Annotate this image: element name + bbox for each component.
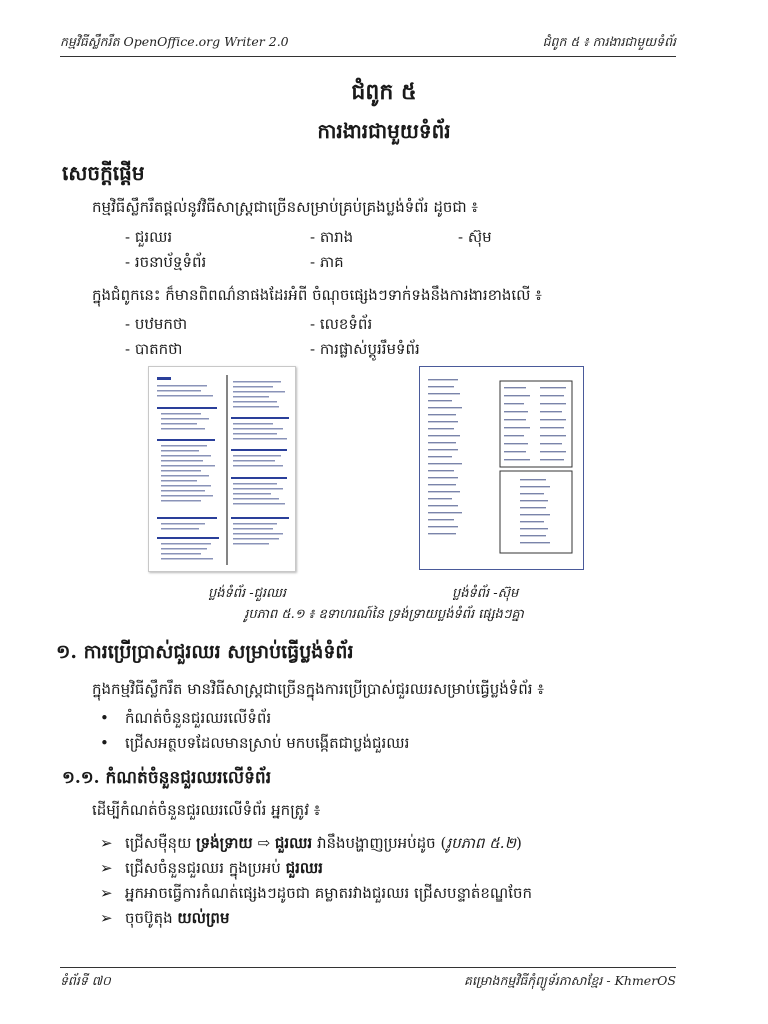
- arrow-bullet-icon: ➢: [100, 909, 113, 927]
- list-item: - បាតកថា: [125, 340, 183, 358]
- step-text: ជ្រើសចំនួនជួរឈរ ក្នុងប្រអប់: [125, 859, 281, 877]
- bullet-icon: •: [100, 734, 109, 752]
- dialog-columns: ជួរឈរ: [285, 859, 323, 877]
- arrow-bullet-icon: ➢: [100, 884, 113, 902]
- frame-layout-thumbnail: [419, 366, 584, 570]
- section-1-paragraph: ក្នុងកម្មវិធីស្លឹករឹត មានវិធីសាស្ត្រជាច្រើនក្នុងការប្រើប្រាស់ជួរឈរសម្រាប់ធ្វើប្លង់ទំព័រ ៖: [92, 680, 544, 698]
- step-3: អ្នកអាចធ្វើការកំណត់ផ្សេងៗដូចជា គម្លាតរវាងជួរឈរ ជ្រើសបន្ទាត់ខណ្ឌចែក: [125, 884, 533, 902]
- header-rule: [60, 56, 676, 57]
- caption-left: ប្លង់ទំព័រ -ជួរឈរ: [208, 586, 287, 601]
- list-item: - ជួរឈរ: [125, 228, 173, 246]
- menu-format: ទ្រង់ទ្រាយ: [196, 834, 253, 852]
- list-item: - លេខទំព័រ: [310, 315, 373, 333]
- arrow-bullet-icon: ➢: [100, 834, 113, 852]
- caption-right: ប្លង់ទំព័រ -ស៊ុម: [452, 586, 519, 601]
- section-1-1-paragraph: ដើម្បីកំណត់ចំនួនជួរឈរលើទំព័រ អ្នកត្រូវ ៖: [92, 801, 321, 819]
- column-layout-illustration: [149, 367, 295, 571]
- step-text: វានឹងបង្ហាញប្រអប់ដូច (: [316, 834, 447, 852]
- list-item: - ការផ្លាស់ប្តូររឹមទំព័រ: [310, 340, 420, 358]
- list-item: ជ្រើសអត្ថបទដែលមានស្រាប់ មកបង្កើតជាប្លង់ជួរឈរ: [125, 734, 410, 752]
- section-1-heading: ១. ការប្រើប្រាស់ជួរឈរ សម្រាប់ធ្វើប្លង់ទំព័រ: [56, 641, 354, 663]
- intro-paragraph-1: កម្មវិធីស្លឹករឹតផ្តល់នូវវិធីសាស្ត្រជាច្រើនសម្រាប់គ្រប់គ្រងប្លង់ទំព័រ ដូចជា ៖: [92, 198, 479, 216]
- list-item: - រចនាប័ទ្មទំព័រ: [125, 253, 207, 271]
- chapter-title: ការងារជាមួយទំព័រ: [317, 119, 451, 143]
- header-left: កម្មវិធីស្លឹករឹត OpenOffice.org Writer 2.0: [60, 34, 289, 49]
- step-text: ): [515, 834, 522, 852]
- list-item: - ស៊ុម: [458, 228, 492, 246]
- header-right: ជំពូក ៥ ៖ ការងារជាមួយទំព័រ: [542, 34, 676, 49]
- ok-button-label: យល់ព្រម: [177, 909, 230, 927]
- menu-columns: ជួរឈរ: [274, 834, 313, 852]
- page-number: ទំព័រទី ៧០: [60, 973, 111, 988]
- arrow-bullet-icon: ➢: [100, 859, 113, 877]
- step-text: ជ្រើសម៉ឺនុយ: [125, 834, 192, 852]
- step-1: [125, 834, 522, 856]
- step-4: [125, 909, 229, 931]
- list-item: - តារាង: [310, 228, 354, 246]
- list-item: កំណត់ចំនួនជួរឈរលើទំព័រ: [125, 709, 272, 727]
- step-text: ចុចប៊ូតុង: [125, 909, 173, 927]
- column-layout-thumbnail: [148, 366, 296, 572]
- arrow-icon: ⇨: [257, 834, 271, 852]
- list-item: - បឋមកថា: [125, 315, 188, 333]
- step-2: [125, 859, 323, 881]
- figure-reference: រូបភាព ៥.២: [446, 834, 516, 852]
- footer-rule: [60, 967, 676, 968]
- section-1-1-heading: ១.១. កំណត់ចំនួនជួរឈរលើទំព័រ: [62, 768, 272, 788]
- chapter-number: ជំពូក ៥: [351, 79, 417, 105]
- frame-layout-illustration: [420, 367, 583, 569]
- intro-heading: សេចក្តីផ្តើម: [62, 161, 145, 185]
- intro-paragraph-2: ក្នុងជំពូកនេះ ក៏មានពិពណ៌នាផងដែរអំពី ចំណុចផ្សេងៗទាក់ទងនឹងការងារខាងលើ ៖: [92, 286, 542, 304]
- footer-right: គម្រោងកម្មវិធីកុំព្យូទ័រភាសាខ្មែរ - KhmerOS: [464, 973, 676, 988]
- bullet-icon: •: [100, 709, 109, 727]
- figure-caption: រូបភាព ៥.១ ៖ ឧទាហរណ៍នៃ ទ្រង់ទ្រាយប្លង់ទំព័រ ផ្សេងៗគ្នា: [244, 607, 524, 622]
- list-item: - ភាគ: [310, 253, 344, 271]
